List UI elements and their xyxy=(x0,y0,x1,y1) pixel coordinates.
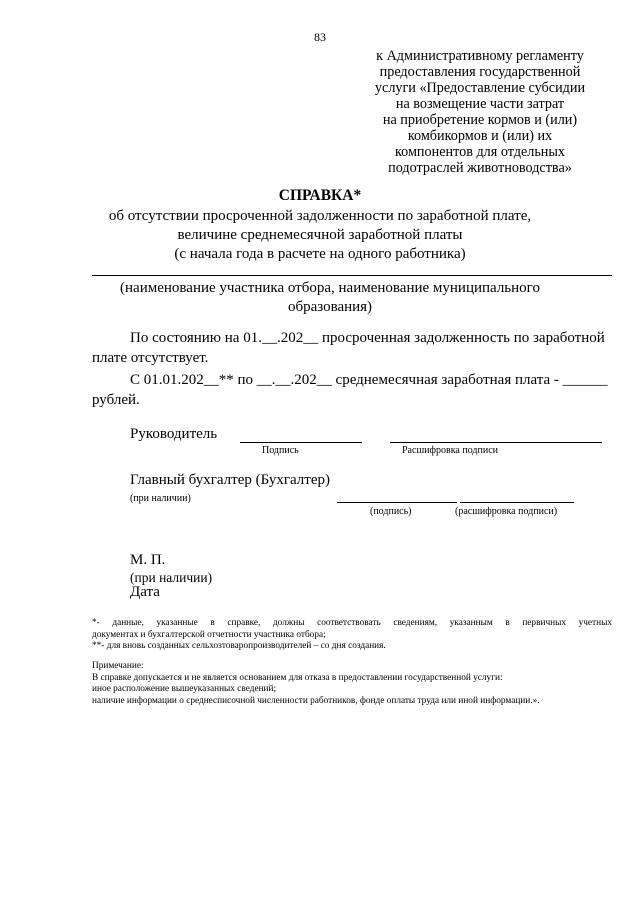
paragraph-line: По состоянию на 01.__.202__ просроченная задолженность по заработной xyxy=(130,330,605,346)
participant-caption: (наименование участника отбора, наименование муниципального образования) xyxy=(120,280,540,315)
footnote-line: *- данные, указанные в справке, должны соответствовать сведениям, указанным в первичных учетных xyxy=(92,618,612,628)
annex-line: предоставления государственной xyxy=(379,64,581,80)
note-block xyxy=(92,661,612,707)
head-decoding-line xyxy=(390,442,602,443)
subtitle-line: об отсутствии просроченной задолженности по заработной плате, xyxy=(108,208,532,224)
annex-line: на возмещение части затрат xyxy=(395,96,565,112)
note-line: В справке допускается и не является основанием для отказа в предоставлении государственной услуги: xyxy=(92,672,503,683)
note-line: иное расположение вышеуказанных сведений; xyxy=(92,684,277,694)
footnote-line: документах и бухгалтерской отчетности участника отбора; xyxy=(92,629,326,640)
annex-line: на приобретение кормов и (или) xyxy=(382,112,578,128)
decoding-caption: Расшифровка подписи xyxy=(402,445,498,456)
date-label: Дата xyxy=(130,584,160,600)
if-any-small: (при наличии) xyxy=(130,493,191,504)
annex-line: компонентов для отдельных xyxy=(394,144,566,160)
accountant-signature-line xyxy=(337,502,457,503)
paragraph-line: рублей. xyxy=(92,392,140,408)
document-subtitle xyxy=(60,207,580,264)
accountant-label: Главный бухгалтер (Бухгалтер) xyxy=(130,472,330,488)
head-label: Руководитель xyxy=(130,426,218,442)
annex-line: комбикормов и (или) их xyxy=(407,128,553,144)
annex-line: услуги «Предоставление субсидии xyxy=(374,80,586,96)
if-any: (при наличии) xyxy=(130,570,213,585)
note-line: наличие информации о среднесписочной численности работников, фонде оплаты труда или иной информации.». xyxy=(92,695,540,706)
page-number: 83 xyxy=(314,30,326,44)
annex-line: к Административному регламенту xyxy=(376,48,584,64)
seal-label: М. П. xyxy=(130,552,166,568)
paragraph-debt-status xyxy=(92,328,612,368)
paragraph-line: плате отсутствует. xyxy=(92,350,209,366)
subtitle-line: величине среднемесячной заработной платы xyxy=(177,227,463,243)
accountant-decoding-line xyxy=(460,502,574,503)
paragraph-average-salary xyxy=(92,370,612,410)
subtitle-line: (с начала года в расчете на одного работника) xyxy=(174,246,466,262)
document-title: СПРАВКА* xyxy=(278,187,362,204)
note-title: Примечание: xyxy=(92,661,144,671)
decoding-caption-2: (расшифровка подписи) xyxy=(455,506,558,517)
signature-caption-2: (подпись) xyxy=(370,506,412,517)
footnote-line: **- для вновь созданных сельхозтоваропроизводителей – со дня создания. xyxy=(92,641,386,651)
paragraph-line: С 01.01.202__** по __.__.202__ среднемесячная заработная плата - ______ xyxy=(130,372,608,388)
signature-caption: Подпись xyxy=(262,445,299,456)
annex-line: подотраслей животноводства» xyxy=(388,160,572,176)
footnotes xyxy=(92,618,612,653)
participant-name-line xyxy=(92,275,612,276)
annex-reference xyxy=(355,48,605,176)
head-signature-line xyxy=(240,442,362,443)
